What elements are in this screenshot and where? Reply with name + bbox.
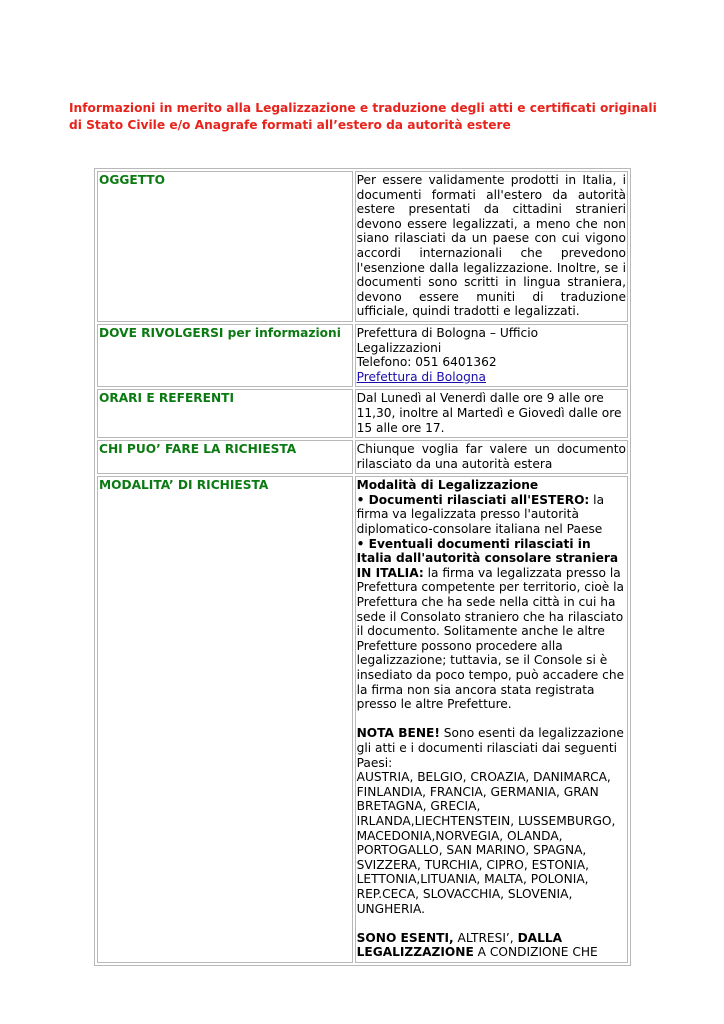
table-row-modalita — [97, 476, 628, 963]
label-dove-rivolgersi: DOVE RIVOLGERSI per informazioni — [97, 324, 353, 387]
countries-list: AUSTRIA, BELGIO, CROAZIA, DANIMARCA, FINLANDIA, FRANCIA, GERMANIA, GRAN BRETAGNA, GRECIA, IRLANDA,LIECHTENSTEIN, LUSSEMBURGO, MACEDONIA,NORVEGIA, OLANDA, PORTOGALLO, SAN MARINO, SPAGNA, SVIZZERA, TURCHIA, CIPRO, ESTONIA, LETTONIA,LITUANIA, MALTA, POLONIA, REP.CECA, SLOVACCHIA, SLOVENIA, UNGHERIA. — [356, 770, 616, 916]
document-title: Informazioni in merito alla Legalizzazione e traduzione degli atti e certificati originali di Stato Civile e/o Anagrafe formati all’estero da autorità estere — [69, 101, 657, 132]
value-oggetto: Per essere validamente prodotti in Italia, i documenti formati all'estero da autorità estere presentati da cittadini stranieri devono essere legalizzati, a meno che non siano rilasciati da un paese con cui vigono accordi internazionali che prevedono l'esenzione dalla legalizzazione. Inoltre, se i documenti sono scritti in lingua straniera, devono essere muniti di traduzione ufficiale, quindi tradotti e legalizzati. — [355, 171, 628, 322]
value-chi-puo: Chiunque voglia far valere un documento rilasciato da una autorità estera — [355, 440, 628, 474]
value-orari: Dal Lunedì al Venerdì dalle ore 9 alle ore 11,30, inoltre al Martedì e Giovedì dalle ore 15 alle ore 17. — [355, 389, 628, 438]
bullet-italia: • Eventuali documenti rilasciati in Italia dall'autorità consolare straniera IN ITALIA: la firma va legalizzata presso la Prefettura competente per territorio, cioè la Prefettura che ha sede nella città in cui ha sede il Consolato straniero che ha rilasciato il documento. Solitamente anche le altre Prefetture possono procedere alla legalizzazione; tuttavia, se il Console si è insediato da poco tempo, può accadere che la firma non sia ancora stata registrata presso le altre Prefetture. — [356, 536, 625, 712]
table-row-orari — [97, 389, 628, 438]
label-orari: ORARI E REFERENTI — [97, 389, 353, 438]
table-row-oggetto — [97, 171, 628, 322]
label-chi-puo: CHI PUO’ FARE LA RICHIESTA — [97, 440, 353, 474]
info-table — [94, 168, 631, 966]
value-modalita — [355, 476, 628, 963]
value-dove-rivolgersi — [355, 324, 628, 387]
table-row-chi — [97, 440, 628, 474]
office-name: Prefettura di Bologna – Ufficio Legalizzazioni — [356, 325, 539, 355]
label-oggetto: OGGETTO — [97, 171, 353, 322]
phone-number: Telefono: 051 6401362 — [356, 355, 497, 370]
prefettura-link[interactable]: Prefettura di Bologna — [356, 369, 486, 384]
nota-bene: NOTA BENE! Sono esenti da legalizzazione gli atti e i documenti rilasciati dai seguenti Paesi: — [356, 726, 624, 770]
esenti-paragraph: SONO ESENTI, ALTRESI’, DALLA LEGALIZZAZIONE A CONDIZIONE CHE — [356, 930, 598, 960]
label-modalita: MODALITA’ DI RICHIESTA — [97, 476, 353, 963]
table-row-dove — [97, 324, 628, 387]
bullet-estero: • Documenti rilasciati all'ESTERO: la firma va legalizzata presso l'autorità diplomatico-consolare italiana nel Paese — [356, 492, 605, 537]
modalita-heading: Modalità di Legalizzazione — [356, 478, 539, 493]
